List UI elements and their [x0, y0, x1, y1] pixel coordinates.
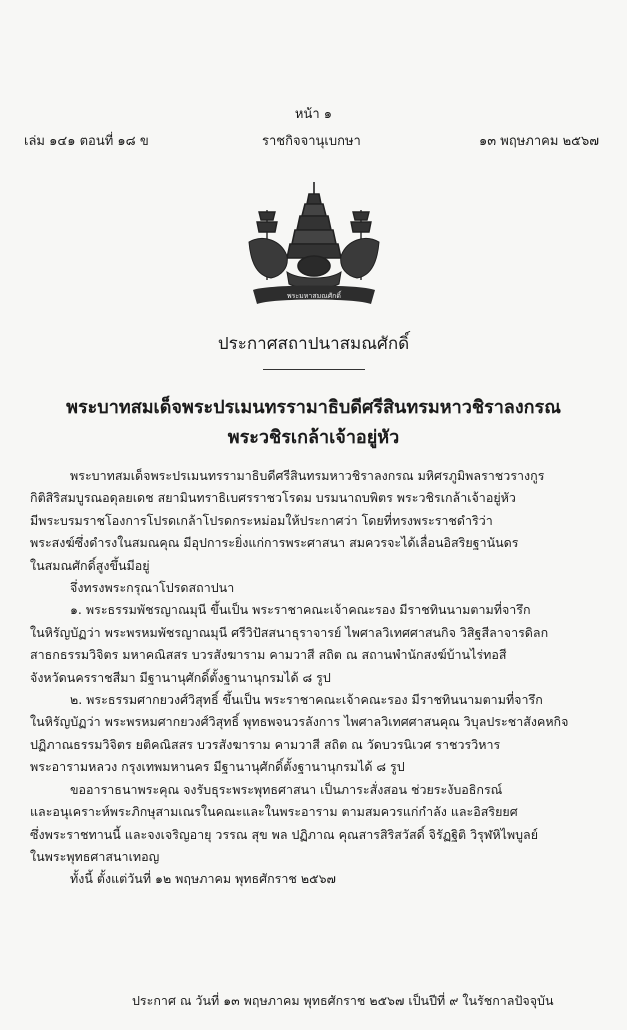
- appointment-item-2: [30, 689, 602, 779]
- text-line: ๒. พระธรรมศากยวงศ์วิสุทธิ์ ขึ้นเป็น พระราชาคณะเจ้าคณะรอง มีราชทินนามตามที่จารึก: [70, 692, 543, 708]
- announcement-title: ประกาศสถาปนาสมณศักดิ์: [217, 334, 410, 354]
- text-line: ในหิรัญบัฏว่า พระพรหมศากยวงศ์วิสุทธิ์ พุทธพจนวรลังการ ไพศาลวิเทศศาสนคุณ วิบุลประชาสังคหกิจ: [30, 714, 569, 730]
- gazette-header: [0, 130, 627, 152]
- text-line: กิติสิริสมบูรณอดุลยเดช สยามินทราธิเบศรราชวโรดม บรมนาถบพิตร พระวชิรเกล้าเจ้าอยู่หัว: [30, 490, 516, 506]
- royal-emblem-icon: [229, 180, 399, 310]
- subject-line: พระวชิรเกล้าเจ้าอยู่หัว: [227, 427, 400, 448]
- decree-paragraph: [30, 577, 602, 599]
- announcement-body: [30, 465, 602, 891]
- subject-line: พระบาทสมเด็จพระปรเมนทรรามาธิบดีศรีสินทรมหาวชิราลงกรณ: [66, 397, 561, 418]
- text-line: พระอารามหลวง กรุงเทพมหานคร มีฐานานุศักดิ์ตั้งฐานานุกรมได้ ๘ รูป: [30, 759, 405, 775]
- text-line: และอนุเคราะห์พระภิกษุสามเณรในคณะและในพระอาราม ตามสมควรแก่กำลัง และอิสริยยศ: [30, 804, 518, 820]
- volume-info: เล่ม ๑๔๑ ตอนที่ ๑๘ ข: [24, 134, 149, 149]
- text-line: ๑. พระธรรมพัชรญาณมุนี ขึ้นเป็น พระราชาคณะเจ้าคณะรอง มีราชทินนามตามที่จารึก: [70, 602, 531, 618]
- text-line: ซึ่งพระราชทานนี้ และจงเจริญอายุ วรรณ สุข พล ปฏิภาณ คุณสารสิริสวัสดิ์ จิรัฏฐิติ วิรุฬหิไพบูลย์: [30, 826, 539, 842]
- text-line: มีพระบรมราชโองการโปรดเกล้าโปรดกระหม่อมให้ประกาศว่า โดยที่ทรงพระราชดำริว่า: [30, 512, 493, 528]
- announcement-subject: [0, 393, 627, 453]
- effective-date-paragraph: [30, 868, 602, 890]
- emblem-ribbon-text: พระมหาสมณศักดิ์: [287, 292, 341, 300]
- text-line: สาธกธรรมวิจิตร มหาคณิสสร บวรสังฆาราม คามวาสี สถิต ณ สถานพำนักสงฆ์บ้านไร่ทอสี: [30, 647, 507, 663]
- title-divider: [263, 369, 365, 370]
- text-line: จึ่งทรงพระกรุณาโปรดสถาปนา: [70, 580, 235, 596]
- gazette-date: ๑๓ พฤษภาคม ๒๕๖๗: [479, 134, 599, 149]
- text-line: พระบาทสมเด็จพระปรเมนทรรามาธิบดีศรีสินทรมหาวชิราลงกรณ มหิศรภูมิพลราชวรางกูร: [70, 468, 545, 483]
- page-number: หน้า ๑: [294, 107, 333, 122]
- text-line: ทั้งนี้ ตั้งแต่วันที่ ๑๒ พฤษภาคม พุทธศักราช ๒๕๖๗: [70, 871, 336, 887]
- intro-paragraph: [30, 465, 602, 577]
- blessing-paragraph: [30, 779, 602, 869]
- text-line: ในพระพุทธศาสนาเทอญ: [30, 848, 160, 864]
- appointment-item-1: [30, 599, 602, 689]
- text-line: จังหวัดนครราชสีมา มีฐานานุศักดิ์ตั้งฐานานุกรมได้ ๘ รูป: [30, 669, 331, 685]
- text-line: ปฏิภาณธรรมวิจิตร ยติคณิสสร บวรสังฆาราม คามวาสี สถิต ณ วัดบวรนิเวศ ราชวรวิหาร: [30, 736, 501, 752]
- gazette-name: ราชกิจจานุเบกษา: [262, 134, 361, 149]
- text-line: ในสมณศักดิ์สูงขึ้นมีอยู่: [30, 557, 150, 573]
- footer-text: ประกาศ ณ วันที่ ๑๓ พฤษภาคม พุทธศักราช ๒๕๖๗ เป็นปีที่ ๙ ในรัชกาลปัจจุบัน: [132, 993, 554, 1008]
- text-line: ขออาราธนาพระคุณ จงรับธุระพระพุทธศาสนา เป็นภาระสั่งสอน ช่วยระงับอธิกรณ์: [70, 781, 503, 797]
- text-line: พระสงฆ์ซึ่งดำรงในสมณคุณ มีอุปการะยิ่งแก่การพระศาสนา สมควรจะได้เลื่อนอิสริยฐานันดร: [30, 535, 519, 551]
- text-line: ในหิรัญบัฏว่า พระพรหมพัชรญาณมุนี ศรีวิปัสสนาธุราจารย์ ไพศาลวิเทศศาสนกิจ วิสิฐสีลาจารดิลก: [30, 624, 549, 640]
